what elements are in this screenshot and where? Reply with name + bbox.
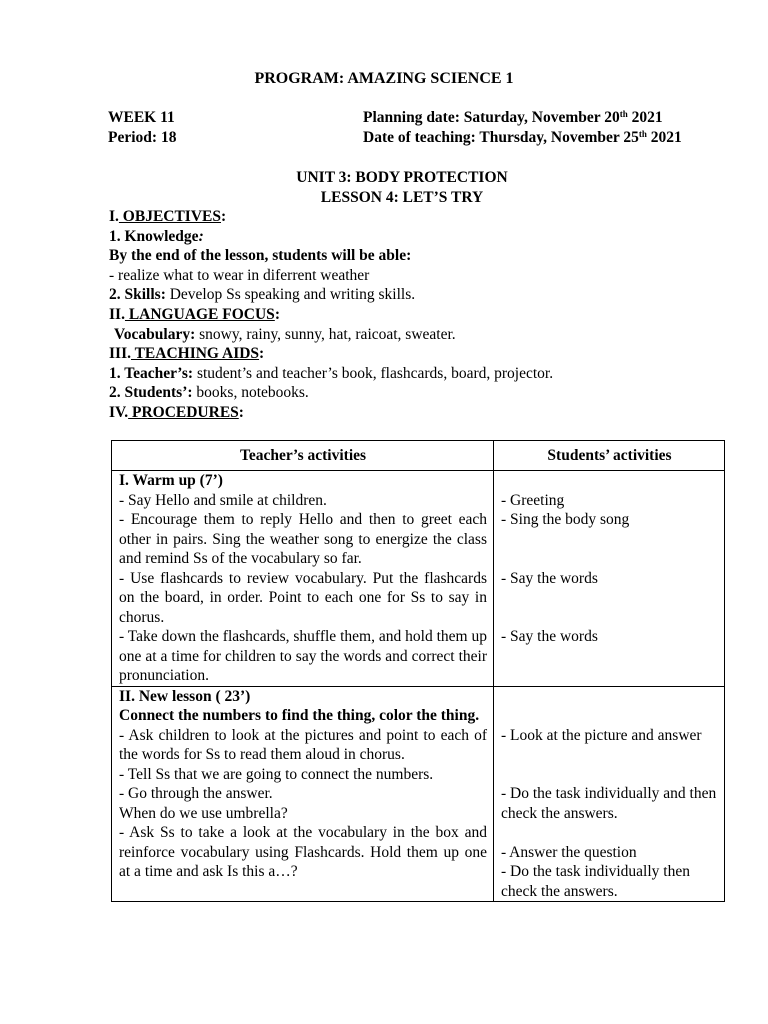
students-aids-line: [109, 383, 749, 403]
newlesson-student-item: - Do the task individually and then check the answers.: [501, 785, 717, 822]
warmup-students-cell: [494, 471, 725, 687]
students-aids-text: books, notebooks.: [192, 384, 309, 402]
skills-text: Develop Ss speaking and writing skills.: [165, 286, 416, 304]
teaching-aids-num: III.: [109, 345, 131, 363]
language-focus-label: LANGUAGE FOCUS: [124, 305, 275, 323]
objectives-colon: :: [221, 208, 227, 225]
objectives-label: OBJECTIVES: [118, 208, 221, 225]
planning-date-text: Planning date: Saturday, November 20: [363, 109, 620, 126]
period-label: Period: 18: [108, 129, 177, 146]
table-header-row: [112, 441, 725, 471]
knowledge-heading: [109, 227, 749, 247]
week-period-block: [108, 108, 176, 148]
warmup-teacher-item: - Use flashcards to review vocabulary. Put the flashcards on the board, in order. Point to each one for Ss to say in chorus.: [119, 569, 487, 626]
planning-date: [363, 108, 682, 128]
vocabulary-text: snowy, rainy, sunny, hat, raicoat, sweater.: [195, 325, 456, 343]
table-row: [112, 471, 725, 687]
vocabulary-label: Vocabulary:: [114, 325, 196, 343]
objectives-heading: [109, 207, 749, 227]
warmup-student-item: - Greeting: [501, 491, 565, 509]
knowledge-colon: :: [198, 227, 204, 245]
unit-title: UNIT 3: BODY PROTECTION: [296, 169, 508, 186]
warmup-student-item: - Say the words: [501, 569, 598, 587]
teaching-aids-heading: [109, 344, 749, 364]
procedures-table: [111, 440, 725, 902]
warmup-teacher-item: - Say Hello and smile at children.: [119, 491, 327, 509]
realize-line: - realize what to wear in diferrent weather: [109, 266, 370, 284]
newlesson-student-item: - Do the task individually then check the answers.: [501, 863, 690, 900]
warmup-teacher-cell: [112, 471, 494, 687]
newlesson-heading: II. New lesson ( 23’): [119, 687, 251, 705]
planning-date-year: 2021: [627, 109, 663, 126]
newlesson-teacher-item: - Ask Ss to take a look at the vocabulary in the box and reinforce vocabulary using Flashcards. Hold them up one at a time and ask Is this a…?: [119, 824, 487, 880]
skills-line: [109, 285, 749, 305]
teaching-date-sup: th: [638, 129, 647, 139]
newlesson-teacher-item: - Ask children to look at the pictures and point to each of the words for Ss to read them aloud in chorus.: [119, 726, 487, 763]
teaching-date-text: Date of teaching: Thursday, November 25: [363, 129, 639, 146]
teacher-activities-header: Teacher’s activities: [112, 441, 494, 471]
unit-block: [0, 168, 768, 208]
dates-block: [363, 108, 682, 148]
students-aids-label: 2. Students’:: [109, 384, 193, 402]
week-label: WEEK 11: [108, 109, 175, 126]
newlesson-subheading: Connect the numbers to find the thing, color the thing.: [119, 707, 480, 724]
procedures-label: PROCEDURES: [128, 403, 239, 421]
warmup-teacher-item: - Take down the flashcards, shuffle them, and hold them up one at a time for children to say the words and correct their pronunciation.: [119, 628, 487, 684]
warmup-heading: I. Warm up (7’): [119, 472, 223, 489]
procedures-heading: [109, 403, 749, 423]
students-activities-header: Students’ activities: [494, 441, 725, 471]
newlesson-teacher-item: When do we use umbrella?: [119, 804, 288, 822]
warmup-teacher-item: - Encourage them to reply Hello and then to greet each other in pairs. Sing the weather song to energize the class and remind Ss of the vocabulary so far.: [119, 511, 487, 567]
teaching-aids-colon: :: [259, 345, 265, 363]
by-end-line: By the end of the lesson, students will be able:: [109, 247, 412, 265]
newlesson-teacher-item: - Go through the answer.: [119, 785, 273, 802]
objectives-num: I.: [109, 208, 119, 225]
warmup-student-item: - Sing the body song: [501, 511, 630, 529]
language-focus-colon: :: [274, 305, 280, 323]
knowledge-label: 1. Knowledge: [109, 227, 199, 245]
newlesson-teacher-cell: [112, 686, 494, 902]
language-focus-num: II.: [109, 305, 125, 323]
vocabulary-line: [109, 325, 749, 345]
procedures-num: IV.: [109, 403, 129, 421]
program-title: PROGRAM: AMAZING SCIENCE 1: [254, 70, 514, 87]
lesson-title: LESSON 4: LET’S TRY: [320, 189, 484, 206]
teachers-aids-label: 1. Teacher’s:: [109, 364, 194, 382]
newlesson-students-cell: [494, 686, 725, 902]
newlesson-teacher-item: - Tell Ss that we are going to connect the numbers.: [119, 765, 434, 783]
newlesson-student-item: - Answer the question: [501, 843, 637, 861]
teachers-aids-line: [109, 364, 749, 384]
language-focus-heading: [109, 305, 749, 325]
skills-label: 2. Skills:: [109, 286, 166, 304]
procedures-colon: :: [238, 403, 244, 421]
teachers-aids-text: student’s and teacher’s book, flashcards, board, projector.: [193, 364, 554, 382]
teaching-date-year: 2021: [646, 129, 682, 146]
warmup-student-item: - Say the words: [501, 628, 598, 646]
table-row: [112, 686, 725, 902]
teaching-date: [363, 128, 682, 148]
teaching-aids-label: TEACHING AIDS: [130, 345, 260, 363]
planning-date-sup: th: [619, 109, 628, 119]
lesson-sections: [109, 207, 749, 423]
newlesson-student-item: - Look at the picture and answer: [501, 726, 702, 744]
